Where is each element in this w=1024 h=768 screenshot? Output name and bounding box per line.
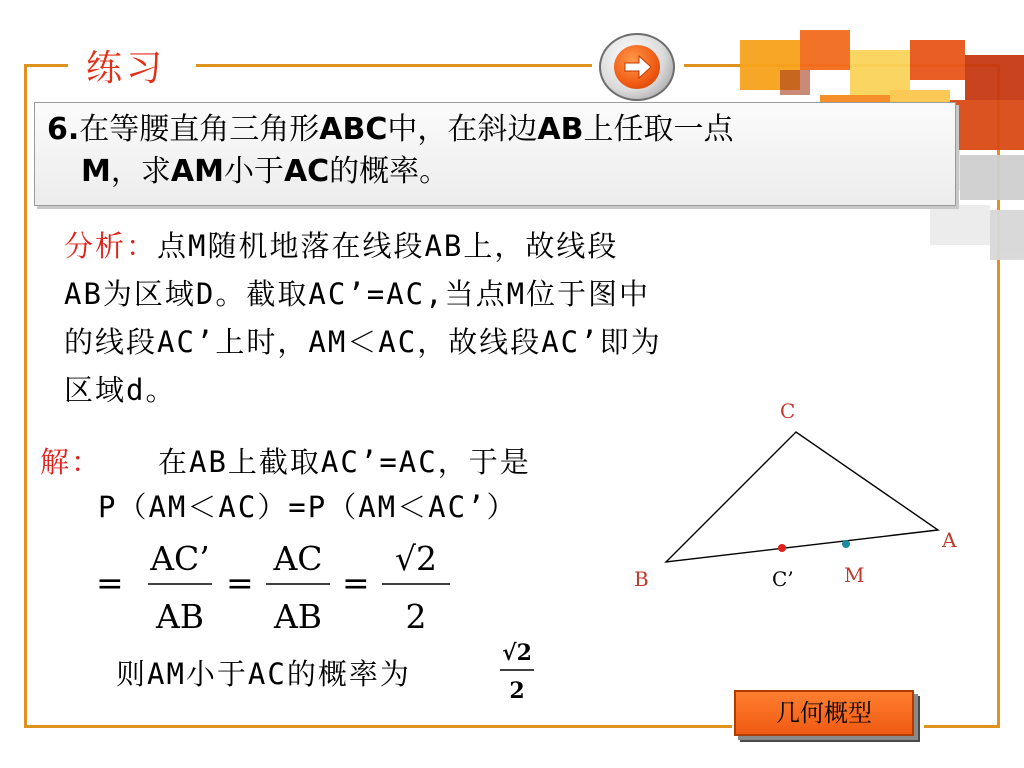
solution-text: 在AB上截取AC’=AC，于是 [158, 445, 531, 479]
solution-line-2: P（AM＜AC）=P（AM＜AC’） [98, 490, 518, 524]
conclusion-text: 则AM小于AC的概率为 [116, 657, 411, 691]
fraction-3-denominator: 2 [405, 597, 427, 636]
answer-denominator: 2 [509, 678, 525, 704]
vertex-label-c: C [780, 399, 796, 423]
frame-bottom-right [924, 725, 1000, 728]
equals-sign: = [226, 563, 254, 602]
analysis-block [64, 222, 784, 414]
question-text-part: 在等腰直角三角形 [79, 112, 320, 147]
triangle-diagram [620, 390, 970, 600]
question-text-part: ABC [319, 112, 388, 147]
point-m [842, 540, 850, 548]
vertex-label-b: B [634, 567, 649, 591]
frame-left [24, 64, 27, 728]
question-box [34, 102, 956, 206]
question-text-part: 中，在斜边 [387, 112, 538, 147]
equals-sign: = [96, 563, 124, 602]
right-arrow-icon [623, 53, 653, 81]
equals-sign: = [342, 563, 370, 602]
point-cprime [778, 544, 786, 552]
fraction-1-numerator: AC’ [150, 539, 210, 578]
answer-numerator: √2 [502, 640, 532, 666]
point-label-cprime: C’ [772, 567, 794, 591]
question-text-part: 小于 [223, 154, 284, 189]
answer-fraction [492, 628, 542, 708]
question-text-part: AM [170, 154, 224, 189]
frame-top-mid [196, 64, 592, 67]
vertex-label-a: A [942, 528, 957, 552]
question-text-part: AB [537, 112, 584, 147]
frame-top-left [24, 64, 68, 67]
analysis-line-4: 区域d。 [64, 373, 177, 407]
fraction-1-denominator: AB [155, 597, 205, 636]
analysis-line-3: 的线段AC’上时，AM＜AC，故线段AC’即为 [64, 325, 662, 359]
solution-label: 解： [40, 445, 103, 479]
question-text-part: 的概率。 [329, 154, 450, 189]
analysis-label: 分析： [64, 229, 158, 263]
fraction-2-numerator: AC [273, 539, 323, 578]
probability-equation [90, 528, 470, 638]
question-number: 6. [47, 112, 80, 147]
next-arrow-button[interactable] [599, 33, 675, 101]
analysis-line-2: AB为区域D。截取AC’=AC,当点M位于图中 [64, 277, 651, 311]
solution-line-1 [40, 440, 531, 481]
fraction-3-numerator: √2 [394, 539, 438, 578]
question-text [47, 109, 945, 193]
page-title: 练习 [86, 48, 167, 89]
question-text-part: 上任取一点 [583, 112, 734, 147]
question-text-part: M [81, 154, 111, 189]
analysis-line-1: 点M随机地落在线段AB上，故线段 [157, 229, 619, 263]
question-text-part: ，求 [110, 154, 171, 189]
frame-bottom-left [24, 725, 732, 728]
geometric-probability-button[interactable]: 几何概型 [734, 690, 914, 736]
triangle-abc [666, 432, 938, 562]
fraction-2-denominator: AB [273, 597, 323, 636]
question-text-part: AC [283, 154, 330, 189]
point-label-m: M [844, 563, 865, 587]
